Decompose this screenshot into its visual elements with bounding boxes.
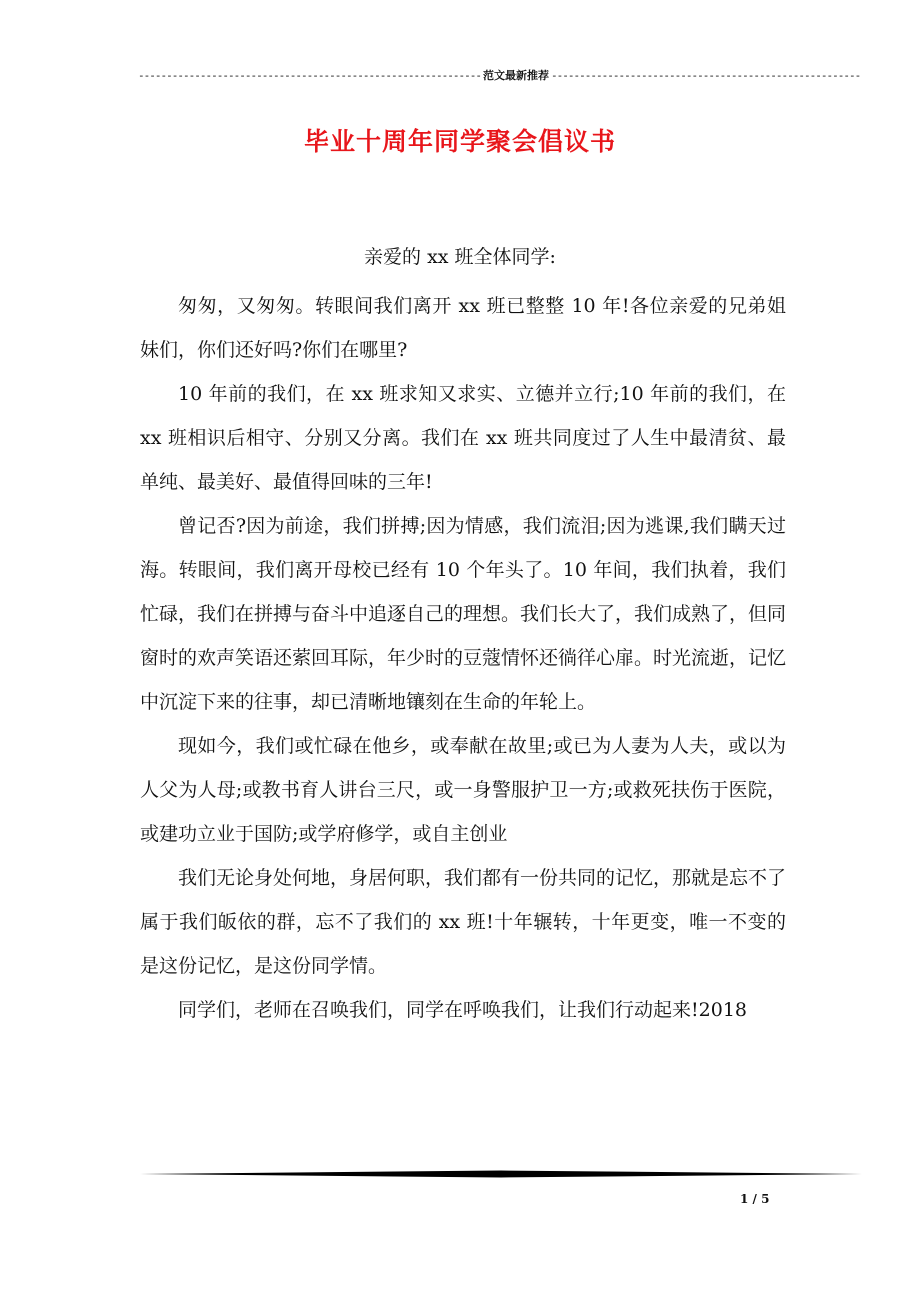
header-dashes-left: ------------------------------------------------------------- bbox=[138, 69, 481, 82]
salutation: 亲爱的 xx 班全体同学: bbox=[364, 246, 556, 268]
paragraph: 匆匆，又匆匆。转眼间我们离开 xx 班已整整 10 年!各位亲爱的兄弟姐妹们，你们还好吗?你们在哪里? bbox=[140, 295, 786, 361]
paragraph: 我们无论身处何地，身居何职，我们都有一份共同的记忆，那就是忘不了属于我们皈依的群，忘不了我们的 xx 班!十年辗转，十年更变，唯一不变的是这份记忆，是这份同学情。 bbox=[140, 867, 787, 977]
paragraph: 10 年前的我们，在 xx 班求知又求实、立德并立行;10 年前的我们，在 xx 班相识后相守、分别又分离。我们在 xx 班共同度过了人生中最清贫、最单纯、最美好、最值得回味的三年! bbox=[140, 383, 786, 493]
footer-rule bbox=[140, 1170, 862, 1178]
document-body bbox=[140, 284, 786, 1032]
header-label: 范文最新推荐 bbox=[482, 69, 549, 82]
paragraph: 同学们，老师在召唤我们，同学在呼唤我们，让我们行动起来!2018 bbox=[178, 999, 747, 1021]
paragraph: 现如今，我们或忙碌在他乡，或奉献在故里;或已为人妻为人夫，或以为人父为人母;或教书育人讲台三尺，或一身警服护卫一方;或救死扶伤于医院，或建功立业于国防;或学府修学，或自主创业 bbox=[140, 735, 786, 845]
page-number: 1 / 5 bbox=[740, 1192, 770, 1206]
paragraph: 曾记否?因为前途，我们拼搏;因为情感，我们流泪;因为逃课,我们瞒天过海。转眼间，我们离开母校已经有 10 个年头了。10 年间，我们执着，我们忙碌，我们在拼搏与奋斗中追逐自己的理想。我们长大了，我们成熟了，但同窗时的欢声笑语还萦回耳际，年少时的豆蔻情怀还徜徉心扉。时光流逝，记忆中沉淀下来的往事，却已清晰地镶刻在生命的年轮上。 bbox=[140, 515, 787, 713]
document-title: 毕业十周年同学聚会倡议书 bbox=[303, 127, 616, 156]
header-dashes-right: ------------------------------------------------------- bbox=[550, 69, 861, 82]
page-header bbox=[138, 68, 861, 84]
